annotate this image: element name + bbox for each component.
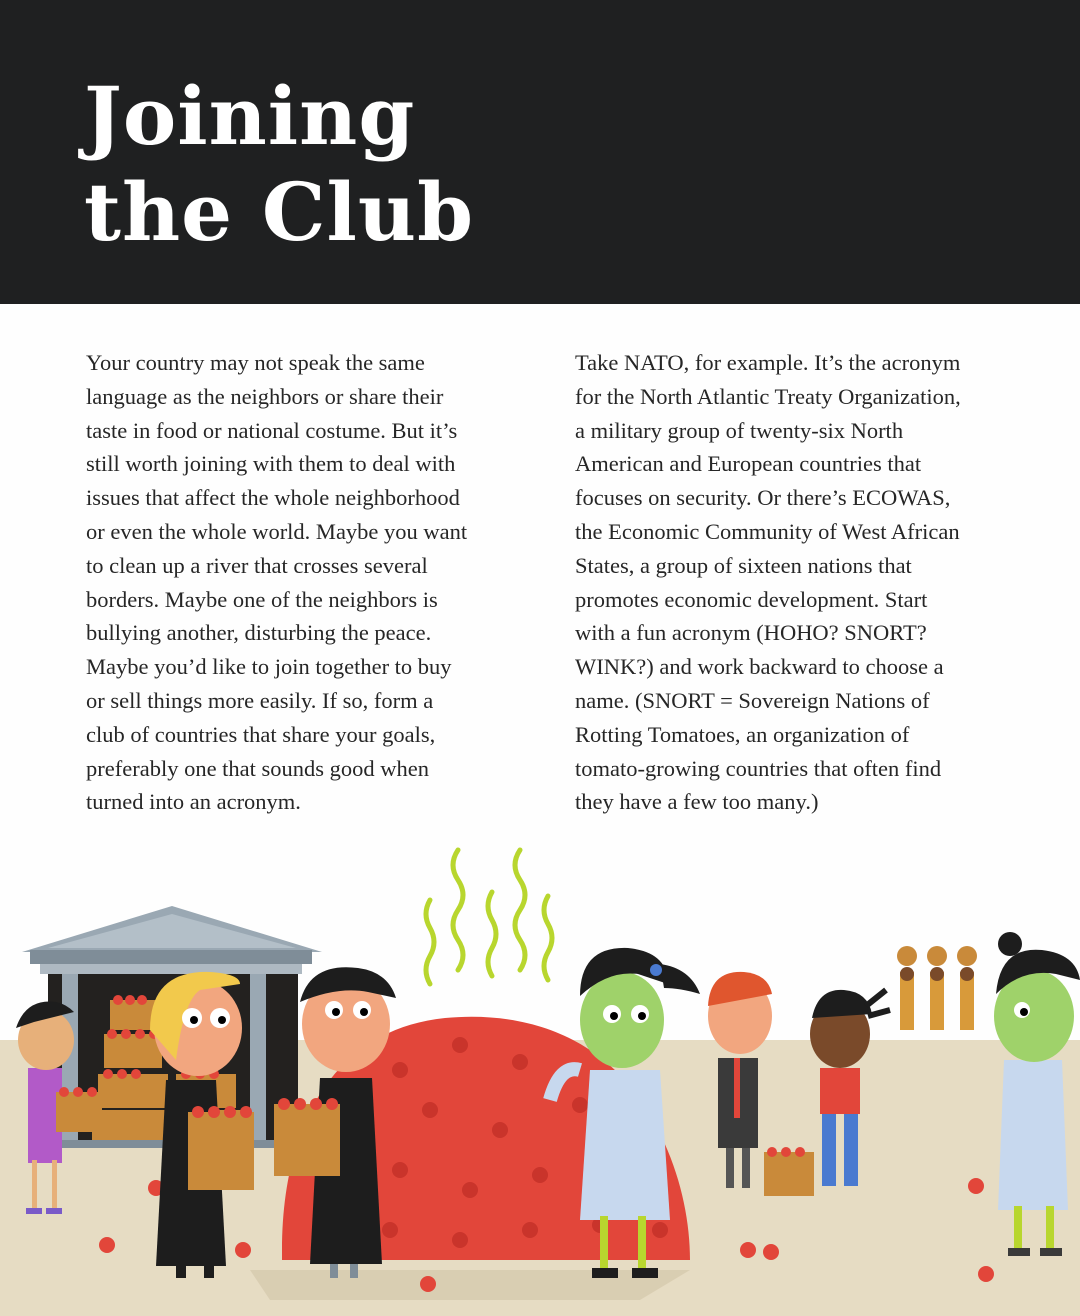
text-line: the Economic Community of West African <box>575 518 960 544</box>
text-line: still worth joining with them to deal with <box>86 451 456 477</box>
text-line: Your country may not speak the same <box>86 350 425 375</box>
text-line: they have a few too many.) <box>575 789 819 815</box>
text-line: or sell things more easily. If so, form a <box>86 687 434 713</box>
text-line: a military group of twenty-six North <box>575 417 904 443</box>
text-line: for the North Atlantic Treaty Organization, <box>575 383 961 409</box>
body-column-right <box>575 346 1045 819</box>
text-line: States, a group of sixteen nations that <box>575 552 912 578</box>
text-line: or even the whole world. Maybe you want <box>86 518 468 544</box>
text-line: issues that affect the whole neighborhood <box>86 485 460 511</box>
text-line: Maybe you’d like to join together to buy <box>86 654 452 680</box>
text-line: WINK?) and work backward to choose a <box>575 654 944 680</box>
ground-shadow <box>250 1270 690 1300</box>
background-women-with-pots <box>897 946 977 1030</box>
page-title <box>84 68 474 260</box>
text-line: Rotting Tomatoes, an organization of <box>575 721 910 747</box>
page-title-line-1: Joining <box>84 69 416 163</box>
text-line: turned into an acronym. <box>86 789 301 815</box>
text-line: taste in food or national costume. But it’s <box>86 417 458 443</box>
text-line: club of countries that share your goals, <box>86 721 436 747</box>
text-line: focuses on security. Or there’s ECOWAS, <box>575 485 951 511</box>
page-title-line-2: the Club <box>84 165 475 259</box>
text-line: with a fun acronym (HOHO? SNORT? <box>575 620 927 646</box>
tomato-club-illustration <box>0 830 1080 1316</box>
title-banner <box>0 0 1080 304</box>
text-line: tomato-growing countries that often find <box>575 755 942 781</box>
text-line: preferably one that sounds good when <box>86 755 430 781</box>
text-line: borders. Maybe one of the neighbors is <box>86 586 438 612</box>
stink-lines <box>426 850 552 984</box>
text-line: American and European countries that <box>575 451 922 477</box>
body-column-left <box>86 346 546 819</box>
text-line: to clean up a river that crosses several <box>86 552 428 578</box>
text-line: promotes economic development. Start <box>575 586 928 612</box>
text-line: name. (SNORT = Sovereign Nations of <box>575 687 930 713</box>
text-line: Take NATO, for example. It’s the acronym <box>575 350 961 375</box>
text-line: language as the neighbors or share their <box>86 383 444 409</box>
text-line: bullying another, disturbing the peace. <box>86 620 432 646</box>
